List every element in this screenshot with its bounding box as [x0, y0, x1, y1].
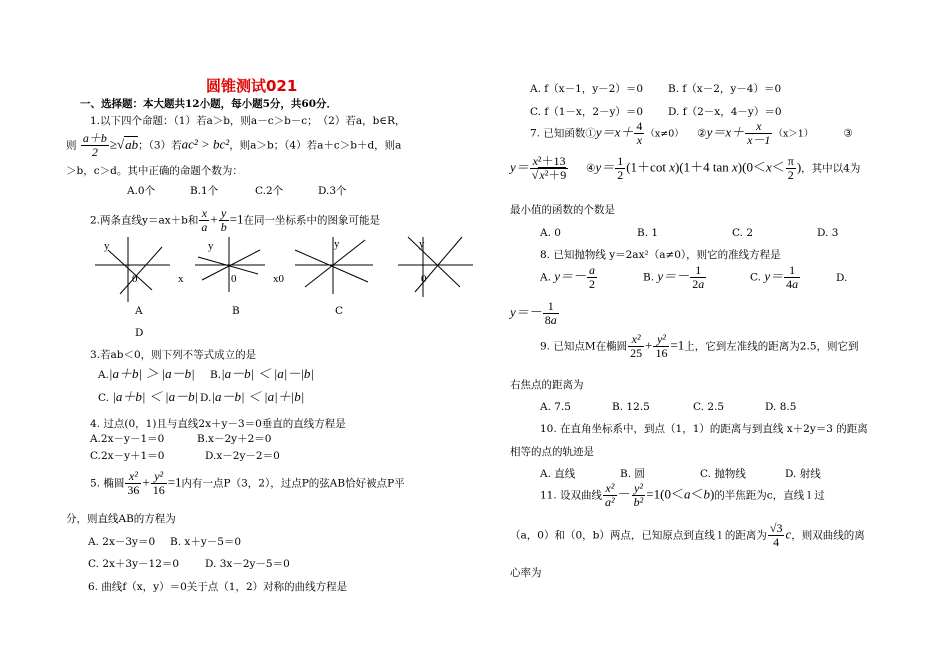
q2-label-a[interactable]: A — [135, 305, 143, 317]
svg-text:x: x — [178, 273, 184, 285]
q7-line3: 最小值的函数的个数是 — [510, 204, 615, 216]
q3-option-a[interactable]: A.|a＋b| ＞ |a－b| — [98, 366, 195, 381]
q7-line2: y＝ $\frac{\text{x²＋13}}{\text{√x²＋9}}$ ④y＝ $\frac{1}{2}$ (1＋cot x)(1＋4 tan x)(0＜x＜ $\frac{\pi}{2}$ )，其中以4为 — [510, 154, 861, 183]
svg-text:y: y — [419, 238, 425, 250]
q5-option-a[interactable]: A. 2x－3y＝0 — [88, 536, 156, 548]
q5-option-c[interactable]: C. 2x＋3y－12＝0 — [88, 558, 180, 570]
svg-text:y: y — [334, 238, 340, 250]
graph-d — [398, 237, 473, 297]
page-title: 圆锥测试021 — [206, 77, 298, 95]
q10-line1: 10. 在直角坐标系中，到点（1，1）的距离与到直线 x＋2y＝3 的距离 — [540, 423, 868, 435]
q8-option-b[interactable]: B. y＝－ $\frac{1}{2a}$ — [643, 263, 705, 292]
q3-option-c[interactable]: C. |a＋b| ＜ |a－b| — [98, 389, 199, 404]
q9-option-a[interactable]: A. 7.5 — [540, 401, 571, 413]
graph-a — [95, 237, 184, 302]
svg-text:0: 0 — [132, 273, 138, 285]
svg-text:0: 0 — [421, 273, 427, 285]
q9-line2: 右焦点的距离为 — [510, 379, 584, 391]
q2-graphs — [90, 232, 480, 312]
q11-line1: 11. 设双曲线 $\frac{\text{x²}}{\text{a²}}$ － $\frac{\text{y²}}{\text{b²}}$ =1(0＜a＜b)的半焦距为c，直线 l 过 — [540, 481, 825, 510]
q1-line1: 1.以下四个命题：（1）若a＞b，则a－c＞b－c； （2）若a，b∈R， — [90, 115, 406, 127]
q8-option-d[interactable]: y＝－ $\frac{1}{8a}$ — [510, 299, 557, 328]
fraction: $\frac{a+b}{2}$ — [82, 131, 107, 160]
q3-option-b[interactable]: B.|a－b| ＜ |a|－|b| — [210, 366, 315, 381]
q5-line2: 分，则直线AB的方程为 — [66, 513, 176, 525]
q3-text: 3.若ab＜0，则下列不等式成立的是 — [90, 349, 257, 361]
q6-option-b[interactable]: B. f（x－2，y－4）＝0 — [668, 83, 782, 95]
q4-option-b[interactable]: B.x－2y＋2＝0 — [197, 433, 272, 445]
q7-option-c[interactable]: C. 2 — [732, 227, 754, 239]
q1-option-c[interactable]: C.2个 — [255, 185, 284, 197]
q9-text: 9. 已知点M在椭圆 $\frac{\text{x²}}{25}$ + $\frac{\text{y²}}{16}$ =1上，它到左准线的距离为2.5，则它到 — [540, 332, 859, 361]
q1-line3: ＞b，c＞d。其中正确的命题个数为： — [66, 165, 243, 177]
q9-option-c[interactable]: C. 2.5 — [693, 401, 725, 413]
q1-option-b[interactable]: B.1个 — [190, 185, 219, 197]
section-heading: 一、选择题：本大题共12小题，每小题5分，共60分． — [80, 98, 338, 110]
q7-option-b[interactable]: B. 1 — [637, 227, 659, 239]
q4-option-a[interactable]: A.2x－y－1＝0 — [90, 433, 165, 445]
svg-text:0: 0 — [231, 273, 237, 285]
q4-text: 4. 过点(0，1)且与直线2x＋y－3＝0垂直的直线方程是 — [90, 418, 346, 430]
q3-option-d[interactable]: D.|a－b| ＜ |a|＋|b| — [200, 389, 305, 404]
q6-option-d[interactable]: D. f（2－x，4－y）＝0 — [668, 106, 782, 118]
graph-b — [195, 237, 285, 292]
q10-option-d[interactable]: D. 射线 — [785, 468, 821, 480]
q5-option-d[interactable]: D. 3x－2y－5＝0 — [205, 558, 290, 570]
q9-option-b[interactable]: B. 12.5 — [612, 401, 650, 413]
q10-option-a[interactable]: A. 直线 — [540, 468, 576, 480]
q1-line2: 则 $\frac{a+b}{2}$ ≥√ab；（3）若ac² > bc²，则a＞b；（4）若a＋c＞b＋d，则a — [66, 131, 402, 160]
q7-option-a[interactable]: A. 0 — [540, 227, 561, 239]
q9-option-d[interactable]: D. 8.5 — [765, 401, 797, 413]
svg-text:y: y — [104, 240, 110, 252]
q7-option-d[interactable]: D. 3 — [817, 227, 839, 239]
q1-option-a[interactable]: A.0个 — [127, 185, 156, 197]
q5-text: 5. 椭圆 $\frac{\text{x²}}{36}$ + $\frac{\text{y²}}{16}$ =1内有一点P（3，2），过点P的弦AB恰好被点P平 — [90, 469, 405, 498]
q10-option-b[interactable]: B. 圆 — [620, 468, 645, 480]
q5-option-b[interactable]: B. x＋y－5＝0 — [170, 536, 242, 548]
graph-c — [295, 237, 373, 294]
q8-option-d-label[interactable]: D. — [836, 272, 848, 284]
q8-option-a[interactable]: A. y＝－ $\frac{a}{2}$ — [540, 263, 596, 292]
q11-line2: （a，0）和（0，b）两点，已知原点到直线 l 的距离为 $\frac{√3}{4}$ c，则双曲线的离 — [510, 521, 865, 550]
q10-line2: 相等的点的轨迹是 — [510, 446, 594, 458]
q6-text: 6. 曲线f（x，y）＝0关于点（1，2）对称的曲线方程是 — [88, 581, 348, 593]
q4-option-c[interactable]: C.2x－y＋1＝0 — [90, 450, 165, 462]
q2-label-d[interactable]: D — [135, 327, 144, 339]
q8-text: 8. 已知抛物线 y＝2ax²（a≠0），则它的准线方程是 — [540, 249, 781, 261]
q11-line3: 心率为 — [510, 567, 542, 579]
q6-option-c[interactable]: C. f（1－x，2－y）＝0 — [530, 106, 644, 118]
q2-label-b[interactable]: B — [232, 305, 240, 317]
q6-option-a[interactable]: A. f（x－1，y－2）＝0 — [530, 83, 644, 95]
q4-option-d[interactable]: D.x－2y－2＝0 — [205, 450, 280, 462]
svg-text:x0: x0 — [273, 273, 284, 285]
q8-option-c[interactable]: C. y＝ $\frac{1}{4a}$ — [750, 263, 799, 292]
q1-option-d[interactable]: D.3个 — [318, 185, 347, 197]
q2-text: 2.两条直线y＝ax＋b和 $\frac{x}{a}$ + $\frac{y}{b}$ =1在同一坐标系中的图象可能是 — [90, 206, 381, 235]
q2-label-c[interactable]: C — [335, 305, 344, 317]
q7-line1: 7. 已知函数①y＝x＋ $\frac{4}{x}$ （x≠0） ②y＝x＋ $\frac{x}{x-1}$ （x＞1） ③ — [530, 119, 853, 148]
svg-text:y: y — [208, 240, 214, 252]
q10-option-c[interactable]: C. 抛物线 — [700, 468, 746, 480]
